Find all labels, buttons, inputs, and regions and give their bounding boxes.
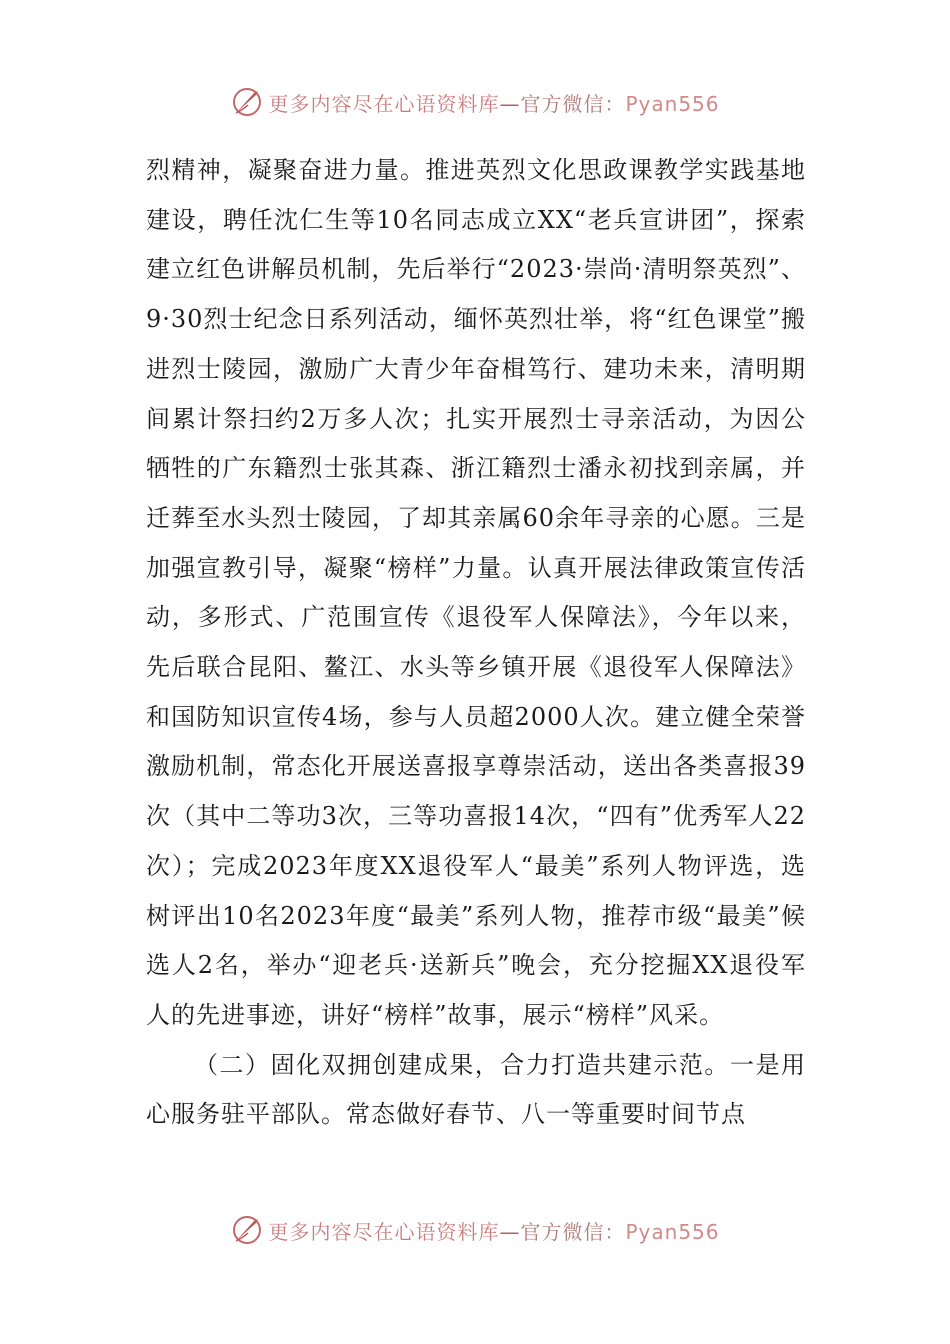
header-banner-wechat-id: Pyan556	[625, 91, 720, 116]
header-banner-text	[268, 88, 719, 117]
footer-banner-label: 官方微信：	[520, 1219, 626, 1244]
footer-banner-site-name: 更多内容尽在心语资料库	[268, 1219, 500, 1244]
header-watermark-banner	[0, 82, 950, 122]
footer-watermark-banner	[0, 1210, 950, 1250]
quill-pen-logo-icon	[230, 1213, 264, 1247]
footer-banner-wechat-id: Pyan556	[625, 1219, 720, 1244]
header-banner-label: 官方微信：	[520, 91, 626, 116]
quill-pen-logo-icon	[230, 85, 264, 119]
paragraph-1: 烈精神，凝聚奋进力量。推进英烈文化思政课教学实践基地建设，聘任沈仁生等10名同志成立XX“老兵宣讲团”，探索建立红色讲解员机制，先后举行“2023·崇尚·清明祭英烈”、9·30烈士纪念日系列活动，缅怀英烈壮举，将“红色课堂”搬进烈士陵园，激励广大青少年奋楫笃行、建功未来，清明期间累计祭扫约2万多人次；扎实开展烈士寻亲活动，为因公牺牲的广东籍烈士张其森、浙江籍烈士潘永初找到亲属，并迁葬至水头烈士陵园，了却其亲属60余年寻亲的心愿。三是加强宣教引导，凝聚“榜样”力量。认真开展法律政策宣传活动，多形式、广范围宣传《退役军人保障法》，今年以来，先后联合昆阳、鳌江、水头等乡镇开展《退役军人保障法》和国防知识宣传4场，参与人员超2000人次。建立健全荣誉激励机制，常态化开展送喜报享尊崇活动，送出各类喜报39次（其中二等功3次，三等功喜报14次，“四有”优秀军人22次）；完成2023年度XX退役军人“最美”系列人物评选，选树评出10名2023年度“最美”系列人物，推荐市级“最美”候选人2名，举办“迎老兵·送新兵”晚会，充分挖掘XX退役军人的先进事迹，讲好“榜样”故事，展示“榜样”风采。	[146, 156, 806, 1029]
header-banner-dash: —	[499, 91, 521, 116]
footer-banner-text	[268, 1216, 719, 1245]
document-body	[146, 146, 806, 1140]
paragraph-2: （二）固化双拥创建成果，合力打造共建示范。一是用心服务驻平部队。常态做好春节、八一等重要时间节点	[146, 1050, 806, 1129]
header-banner-site-name: 更多内容尽在心语资料库	[268, 91, 500, 116]
footer-banner-dash: —	[499, 1219, 521, 1244]
